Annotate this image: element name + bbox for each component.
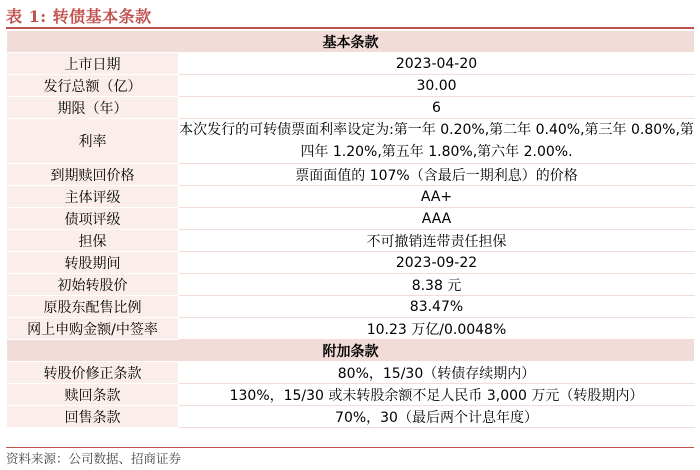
table-row bbox=[7, 208, 695, 230]
section-title: 附加条款 bbox=[7, 340, 695, 362]
section-header-basic bbox=[7, 31, 695, 53]
table-row bbox=[7, 119, 695, 164]
row-value: 10.23 万亿/0.0048% bbox=[179, 318, 695, 340]
row-value: 不可撤销连带责任担保 bbox=[179, 230, 695, 252]
row-value: 票面面值的 107%（含最后一期利息）的价格 bbox=[179, 164, 695, 186]
row-label: 债项评级 bbox=[7, 208, 179, 230]
section-header-additional bbox=[7, 340, 695, 362]
row-label: 主体评级 bbox=[7, 186, 179, 208]
row-value: 6 bbox=[179, 97, 695, 119]
table-row bbox=[7, 296, 695, 318]
table-row bbox=[7, 252, 695, 274]
table-row bbox=[7, 164, 695, 186]
row-value: 30.00 bbox=[179, 75, 695, 97]
row-label: 期限（年） bbox=[7, 97, 179, 119]
row-label: 转股价修正条款 bbox=[7, 362, 179, 384]
section-title: 基本条款 bbox=[7, 31, 695, 53]
row-value: AA+ bbox=[179, 186, 695, 208]
table-row bbox=[7, 97, 695, 119]
row-label: 利率 bbox=[7, 119, 179, 164]
row-label: 担保 bbox=[7, 230, 179, 252]
row-label: 上市日期 bbox=[7, 53, 179, 75]
title-rule bbox=[6, 27, 694, 29]
row-value: 130%，15/30 或未转股余额不足人民币 3,000 万元（转股期内） bbox=[179, 384, 695, 406]
row-value: AAA bbox=[179, 208, 695, 230]
row-value: 本次发行的可转债票面利率设定为:第一年 0.20%,第二年 0.40%,第三年 0.80%,第四年 1.20%,第五年 1.80%,第六年 2.00%. bbox=[179, 119, 695, 164]
row-value: 80%，15/30（转债存续期内） bbox=[179, 362, 695, 384]
row-label: 初始转股价 bbox=[7, 274, 179, 296]
row-label: 转股期间 bbox=[7, 252, 179, 274]
table-row bbox=[7, 230, 695, 252]
row-label: 网上申购金额/中签率 bbox=[7, 318, 179, 340]
table-title: 表 1: 转债基本条款 bbox=[6, 7, 152, 26]
table-row bbox=[7, 362, 695, 384]
table-row bbox=[7, 75, 695, 97]
bottom-rule bbox=[6, 447, 694, 448]
row-label: 发行总额（亿） bbox=[7, 75, 179, 97]
row-label: 原股东配售比例 bbox=[7, 296, 179, 318]
row-value: 83.47% bbox=[179, 296, 695, 318]
row-value: 8.38 元 bbox=[179, 274, 695, 296]
row-label: 回售条款 bbox=[7, 406, 179, 428]
row-value: 70%，30（最后两个计息年度） bbox=[179, 406, 695, 428]
table-row bbox=[7, 406, 695, 428]
terms-table bbox=[6, 30, 695, 428]
row-label: 到期赎回价格 bbox=[7, 164, 179, 186]
row-value: 2023-09-22 bbox=[179, 252, 695, 274]
table-row bbox=[7, 53, 695, 75]
source-note: 资料来源：公司数据、招商证券 bbox=[6, 451, 182, 466]
table-row bbox=[7, 318, 695, 340]
table-row bbox=[7, 384, 695, 406]
table-row bbox=[7, 274, 695, 296]
table-row bbox=[7, 186, 695, 208]
row-value: 2023-04-20 bbox=[179, 53, 695, 75]
row-label: 赎回条款 bbox=[7, 384, 179, 406]
